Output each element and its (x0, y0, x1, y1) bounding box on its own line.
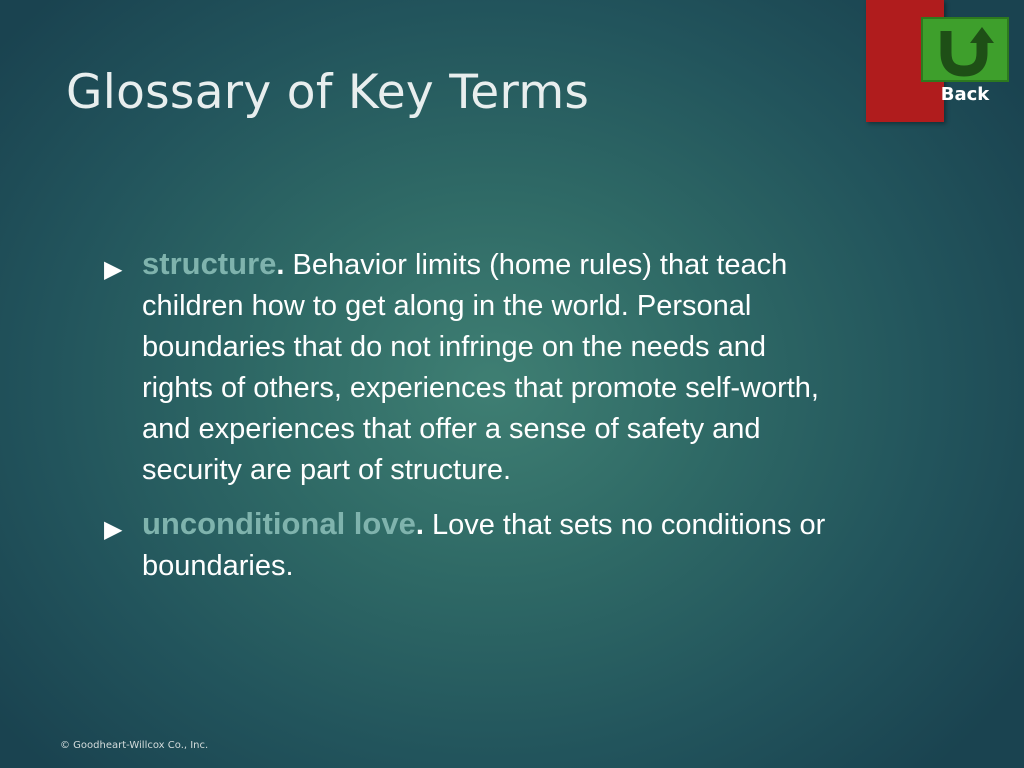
triangle-bullet-icon: ▶ (104, 256, 123, 283)
glossary-definition: Behavior limits (home rules) that teach children how to get along in the world. Personal boundaries that do not infringe on the needs and rights of others, experiences that promote self-worth, and experiences that offer a sense of safety and security are part of structure. (142, 249, 819, 486)
glossary-entry (104, 243, 844, 491)
u-turn-arrow-icon (938, 23, 994, 77)
glossary-term: unconditional love (142, 506, 416, 541)
back-navigation[interactable] (866, 0, 1024, 126)
glossary-entry (104, 503, 844, 587)
term-separator: . (276, 249, 285, 281)
back-button[interactable] (921, 17, 1009, 82)
glossary-definition: Love that sets no conditions or boundaries. (142, 509, 826, 582)
slide-title: Glossary of Key Terms (66, 65, 590, 120)
glossary-list (104, 243, 844, 587)
back-label[interactable]: Back (940, 84, 990, 105)
term-separator: . (415, 509, 424, 541)
triangle-bullet-icon: ▶ (104, 516, 123, 543)
copyright-footer: © Goodheart-Willcox Co., Inc. (60, 740, 209, 751)
glossary-term: structure (142, 246, 277, 281)
